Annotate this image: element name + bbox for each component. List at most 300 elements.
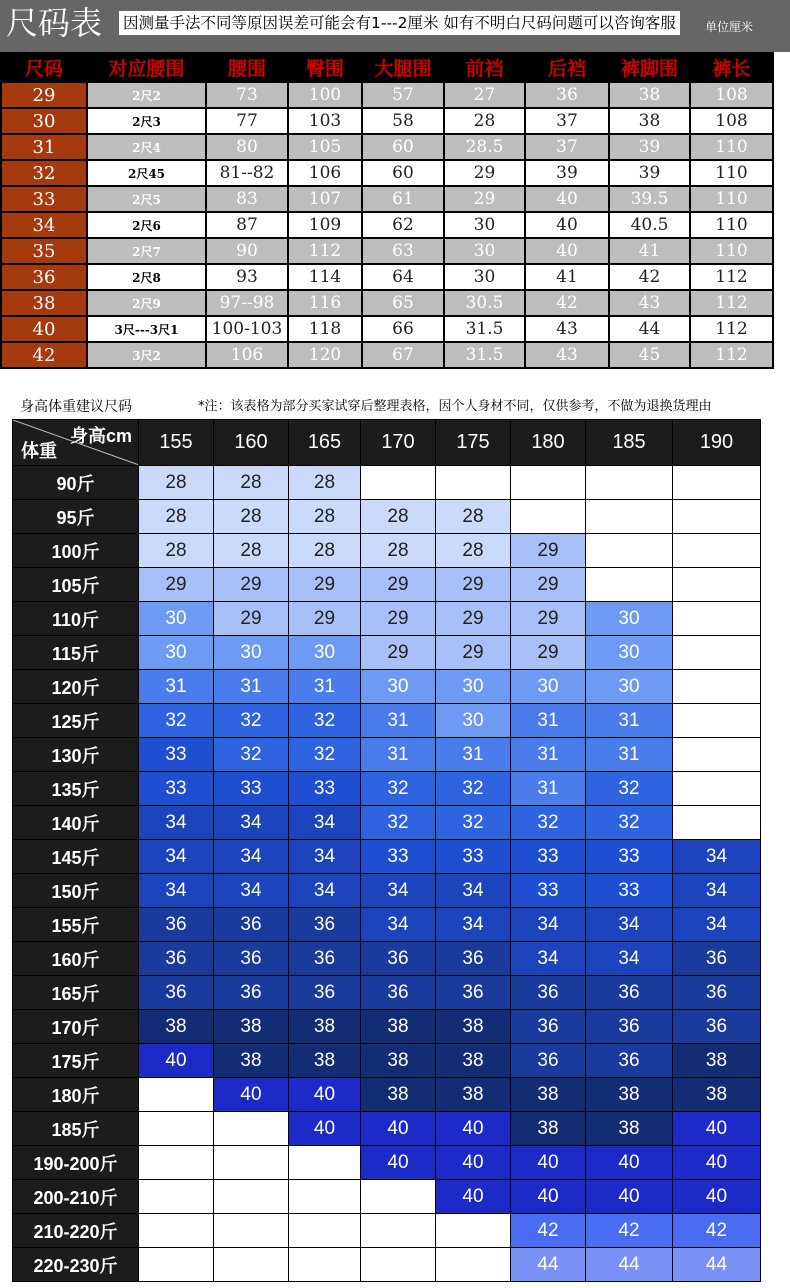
- recommended-size-cell: 33: [361, 840, 436, 874]
- recommended-size-cell: 40: [586, 1180, 673, 1214]
- recommended-size-cell: [139, 1146, 214, 1180]
- recommended-size-cell: 29: [436, 568, 511, 602]
- weight-row: [13, 976, 761, 1010]
- disclaimer-note: *注：该表格为部分买家试穿后整理表格，因个人身材不同，仅供参考，不做为退换货理由: [198, 399, 712, 414]
- recommended-size-cell: 36: [511, 1010, 586, 1044]
- measurement-cell: 57: [362, 82, 444, 108]
- measurement-cell: 36: [525, 82, 609, 108]
- recommended-size-cell: 36: [139, 942, 214, 976]
- recommended-size-cell: [436, 1214, 511, 1248]
- recommended-size-cell: 36: [289, 942, 361, 976]
- size-cell: 38: [1, 290, 87, 316]
- weight-header: 165斤: [13, 976, 139, 1010]
- measurement-cell: 42: [609, 264, 690, 290]
- weight-axis-label: 体重: [21, 441, 57, 461]
- recommended-size-cell: [673, 636, 761, 670]
- weight-row: [13, 772, 761, 806]
- recommended-size-cell: [289, 1180, 361, 1214]
- recommended-size-cell: 38: [673, 1044, 761, 1078]
- measurement-cell: 110: [690, 212, 773, 238]
- recommended-size-cell: 34: [289, 806, 361, 840]
- waist-chi-cell: 2尺3: [87, 108, 206, 134]
- recommended-size-cell: 34: [289, 840, 361, 874]
- recommended-size-cell: 30: [139, 602, 214, 636]
- weight-header: 140斤: [13, 806, 139, 840]
- recommended-size-cell: 38: [511, 1078, 586, 1112]
- recommended-size-cell: 34: [673, 840, 761, 874]
- measurement-cell: 28: [444, 108, 525, 134]
- column-header: 裤脚围: [609, 53, 690, 82]
- recommended-size-cell: [139, 1180, 214, 1214]
- recommended-size-cell: 38: [289, 1044, 361, 1078]
- recommended-size-cell: [673, 806, 761, 840]
- recommended-size-cell: 28: [214, 534, 289, 568]
- recommended-size-cell: 31: [511, 704, 586, 738]
- recommended-size-cell: 29: [214, 602, 289, 636]
- column-header: 前裆: [444, 53, 525, 82]
- recommended-size-cell: 28: [436, 534, 511, 568]
- weight-row: [13, 704, 761, 738]
- weight-row: [13, 806, 761, 840]
- recommended-size-cell: 36: [214, 908, 289, 942]
- recommended-size-cell: 33: [511, 840, 586, 874]
- measurement-cell: 41: [525, 264, 609, 290]
- measurement-cell: 66: [362, 316, 444, 342]
- weight-row: [13, 738, 761, 772]
- recommended-size-cell: 32: [289, 704, 361, 738]
- measurement-cell: 40: [525, 186, 609, 212]
- weight-row: [13, 1044, 761, 1078]
- recommended-size-cell: 34: [289, 874, 361, 908]
- recommended-size-cell: [289, 1248, 361, 1282]
- recommended-size-cell: [673, 500, 761, 534]
- recommended-size-cell: 29: [361, 636, 436, 670]
- size-table-header-row: [1, 53, 773, 82]
- measurement-cell: 31.5: [444, 316, 525, 342]
- size-cell: 31: [1, 134, 87, 160]
- recommended-size-cell: [361, 1180, 436, 1214]
- recommended-size-cell: 29: [361, 602, 436, 636]
- recommended-size-cell: 31: [586, 704, 673, 738]
- recommended-size-cell: 31: [436, 738, 511, 772]
- measurement-cell: 107: [288, 186, 362, 212]
- recommended-size-cell: 28: [289, 466, 361, 500]
- measurement-cell: 43: [525, 316, 609, 342]
- recommended-size-cell: 34: [214, 806, 289, 840]
- weight-header: 110斤: [13, 602, 139, 636]
- measurement-cell: 105: [288, 134, 362, 160]
- recommended-size-cell: 38: [361, 1010, 436, 1044]
- unit-label: 单位厘米: [705, 20, 754, 34]
- waist-chi-cell: 2尺6: [87, 212, 206, 238]
- weight-header: 175斤: [13, 1044, 139, 1078]
- measurement-cell: 58: [362, 108, 444, 134]
- recommended-size-cell: [511, 466, 586, 500]
- size-row: [1, 342, 773, 368]
- recommended-size-cell: [673, 772, 761, 806]
- recommended-size-cell: [214, 1248, 289, 1282]
- corner-cell: [13, 420, 139, 466]
- recommended-size-cell: 29: [436, 602, 511, 636]
- measurement-cell: 30: [444, 212, 525, 238]
- measurement-cell: 39.5: [609, 186, 690, 212]
- recommended-size-cell: 34: [139, 806, 214, 840]
- recommended-size-cell: [361, 466, 436, 500]
- measurement-cell: 93: [206, 264, 288, 290]
- measurement-cell: 40: [525, 238, 609, 264]
- measurement-cell: 77: [206, 108, 288, 134]
- measurement-cell: 41: [609, 238, 690, 264]
- recommended-size-cell: 36: [361, 942, 436, 976]
- recommended-size-cell: 34: [214, 874, 289, 908]
- recommended-size-cell: [214, 1214, 289, 1248]
- waist-chi-cell: 2尺7: [87, 238, 206, 264]
- recommended-size-cell: 36: [586, 976, 673, 1010]
- recommended-size-cell: 33: [511, 874, 586, 908]
- measurement-cell: 63: [362, 238, 444, 264]
- recommended-size-cell: 33: [586, 874, 673, 908]
- recommended-size-cell: 28: [436, 500, 511, 534]
- recommended-size-cell: 36: [586, 1010, 673, 1044]
- recommended-size-cell: 34: [673, 874, 761, 908]
- recommended-size-cell: 31: [361, 704, 436, 738]
- measurement-cell: 110: [690, 186, 773, 212]
- weight-header: 125斤: [13, 704, 139, 738]
- weight-header: 210-220斤: [13, 1214, 139, 1248]
- weight-header: 130斤: [13, 738, 139, 772]
- weight-row: [13, 500, 761, 534]
- weight-header: 100斤: [13, 534, 139, 568]
- recommended-size-cell: 29: [511, 602, 586, 636]
- recommended-size-cell: 28: [361, 500, 436, 534]
- recommended-size-cell: 31: [214, 670, 289, 704]
- weight-row: [13, 1010, 761, 1044]
- recommended-size-cell: 40: [586, 1146, 673, 1180]
- recommended-size-cell: 38: [214, 1044, 289, 1078]
- measurement-cell: 37: [525, 108, 609, 134]
- recommended-size-cell: 32: [586, 806, 673, 840]
- recommended-size-cell: 42: [511, 1214, 586, 1248]
- weight-header: 90斤: [13, 466, 139, 500]
- recommended-size-cell: 28: [361, 534, 436, 568]
- waist-chi-cell: 2尺45: [87, 160, 206, 186]
- recommended-size-cell: [436, 466, 511, 500]
- waist-chi-cell: 2尺2: [87, 82, 206, 108]
- recommended-size-cell: 32: [436, 772, 511, 806]
- recommended-size-cell: 36: [511, 976, 586, 1010]
- weight-row: [13, 1146, 761, 1180]
- measurement-cell: 106: [206, 342, 288, 368]
- recommended-size-cell: 31: [139, 670, 214, 704]
- recommended-size-cell: 38: [586, 1112, 673, 1146]
- size-row: [1, 264, 773, 290]
- size-cell: 30: [1, 108, 87, 134]
- recommended-size-cell: 38: [436, 1044, 511, 1078]
- recommended-size-cell: 38: [139, 1010, 214, 1044]
- recommended-size-cell: 36: [361, 976, 436, 1010]
- measurement-cell: 30: [444, 238, 525, 264]
- size-row: [1, 290, 773, 316]
- measurement-cell: 120: [288, 342, 362, 368]
- recommended-size-cell: [673, 704, 761, 738]
- recommended-size-cell: 40: [436, 1146, 511, 1180]
- measurement-cell: 62: [362, 212, 444, 238]
- measurement-cell: 80: [206, 134, 288, 160]
- recommended-size-cell: 28: [139, 500, 214, 534]
- recommended-size-cell: 34: [214, 840, 289, 874]
- measurement-cell: 112: [288, 238, 362, 264]
- measurement-cell: 30: [444, 264, 525, 290]
- recommended-size-cell: 29: [214, 568, 289, 602]
- recommended-size-cell: 30: [586, 670, 673, 704]
- recommended-size-cell: 36: [436, 976, 511, 1010]
- recommended-size-cell: 38: [361, 1044, 436, 1078]
- measurement-cell: 109: [288, 212, 362, 238]
- recommended-size-cell: 29: [361, 568, 436, 602]
- measurement-cell: 118: [288, 316, 362, 342]
- recommended-size-cell: [586, 466, 673, 500]
- recommended-size-cell: 34: [586, 908, 673, 942]
- recommended-size-cell: 34: [436, 908, 511, 942]
- recommended-size-cell: 32: [436, 806, 511, 840]
- recommended-size-cell: [673, 602, 761, 636]
- measurement-cell: 42: [525, 290, 609, 316]
- measurement-cell: 43: [525, 342, 609, 368]
- measurement-cell: 112: [690, 264, 773, 290]
- measurement-cell: 106: [288, 160, 362, 186]
- recommended-size-cell: [673, 466, 761, 500]
- measurement-cell: 100-103: [206, 316, 288, 342]
- recommended-size-cell: 30: [361, 670, 436, 704]
- waist-chi-cell: 2尺9: [87, 290, 206, 316]
- recommended-size-cell: 32: [361, 772, 436, 806]
- height-header: 155: [139, 420, 214, 466]
- recommended-size-cell: [673, 568, 761, 602]
- recommended-size-cell: 40: [361, 1146, 436, 1180]
- recommended-size-cell: 36: [289, 976, 361, 1010]
- size-row: [1, 82, 773, 108]
- size-cell: 35: [1, 238, 87, 264]
- recommended-size-cell: 29: [511, 568, 586, 602]
- weight-row: [13, 636, 761, 670]
- recommended-size-cell: 32: [214, 738, 289, 772]
- recommended-size-cell: [214, 1146, 289, 1180]
- measurement-cell: 40.5: [609, 212, 690, 238]
- size-row: [1, 134, 773, 160]
- recommended-size-cell: 32: [139, 704, 214, 738]
- recommended-size-cell: 29: [511, 534, 586, 568]
- recommended-size-cell: [139, 1078, 214, 1112]
- waist-chi-cell: 2尺4: [87, 134, 206, 160]
- recommended-size-cell: 36: [436, 942, 511, 976]
- recommended-size-cell: 30: [436, 704, 511, 738]
- measurement-cell: 29: [444, 160, 525, 186]
- recommended-size-cell: 38: [214, 1010, 289, 1044]
- measurement-cell: 83: [206, 186, 288, 212]
- measurement-cell: 65: [362, 290, 444, 316]
- weight-header: 145斤: [13, 840, 139, 874]
- recommended-size-cell: [586, 568, 673, 602]
- measurement-cell: 64: [362, 264, 444, 290]
- waist-chi-cell: 2尺8: [87, 264, 206, 290]
- weight-row: [13, 568, 761, 602]
- recommended-size-cell: 40: [673, 1180, 761, 1214]
- weight-header: 170斤: [13, 1010, 139, 1044]
- measurement-cell: 31.5: [444, 342, 525, 368]
- recommended-size-cell: 40: [511, 1180, 586, 1214]
- recommended-size-cell: 40: [139, 1044, 214, 1078]
- recommended-size-cell: 28: [214, 466, 289, 500]
- weight-row: [13, 1180, 761, 1214]
- recommended-size-cell: [214, 1112, 289, 1146]
- recommended-size-cell: 33: [139, 772, 214, 806]
- recommended-size-cell: 36: [586, 1044, 673, 1078]
- recommended-size-cell: 36: [214, 976, 289, 1010]
- recommended-size-cell: 30: [214, 636, 289, 670]
- size-row: [1, 186, 773, 212]
- recommended-size-cell: 44: [511, 1248, 586, 1282]
- recommended-size-cell: 34: [139, 874, 214, 908]
- recommended-size-cell: 33: [214, 772, 289, 806]
- measurement-cell: 112: [690, 342, 773, 368]
- recommended-size-cell: 29: [436, 636, 511, 670]
- weight-row: [13, 942, 761, 976]
- measurement-cell: 27: [444, 82, 525, 108]
- measurement-cell: 116: [288, 290, 362, 316]
- measurement-cell: 29: [444, 186, 525, 212]
- recommended-size-cell: 38: [586, 1078, 673, 1112]
- recommended-size-cell: [361, 1248, 436, 1282]
- recommended-size-cell: 33: [289, 772, 361, 806]
- recommended-size-cell: [673, 670, 761, 704]
- recommend-caption: 身高体重建议尺码: [20, 399, 132, 415]
- measurement-cell: 114: [288, 264, 362, 290]
- recommended-size-cell: 40: [214, 1078, 289, 1112]
- weight-header: 200-210斤: [13, 1180, 139, 1214]
- measurement-cell: 97--98: [206, 290, 288, 316]
- recommended-size-cell: 29: [289, 568, 361, 602]
- measurement-cell: 73: [206, 82, 288, 108]
- waist-chi-cell: 3尺---3尺1: [87, 316, 206, 342]
- waist-chi-cell: 2尺5: [87, 186, 206, 212]
- weight-header: 160斤: [13, 942, 139, 976]
- weight-header: 115斤: [13, 636, 139, 670]
- weight-row: [13, 840, 761, 874]
- recommended-size-cell: 42: [673, 1214, 761, 1248]
- height-header: 160: [214, 420, 289, 466]
- measurement-cell: 39: [525, 160, 609, 186]
- size-cell: 34: [1, 212, 87, 238]
- column-header: 尺码: [1, 53, 87, 82]
- recommended-size-cell: 34: [586, 942, 673, 976]
- measurement-cell: 112: [690, 290, 773, 316]
- recommended-size-cell: [673, 738, 761, 772]
- measurement-cell: 44: [609, 316, 690, 342]
- column-header: 腰围: [206, 53, 288, 82]
- recommended-size-cell: 33: [139, 738, 214, 772]
- measurement-cell: 38: [609, 108, 690, 134]
- column-header: 大腿围: [362, 53, 444, 82]
- recommended-size-cell: 34: [511, 908, 586, 942]
- recommended-size-cell: 36: [214, 942, 289, 976]
- recommended-size-cell: [214, 1180, 289, 1214]
- measurement-cell: 60: [362, 160, 444, 186]
- recommended-size-cell: [289, 1214, 361, 1248]
- recommended-size-cell: 44: [673, 1248, 761, 1282]
- header-band: [0, 0, 790, 52]
- size-table: [0, 52, 774, 369]
- weight-header: 95斤: [13, 500, 139, 534]
- measurement-cell: 37: [525, 134, 609, 160]
- size-cell: 40: [1, 316, 87, 342]
- recommended-size-cell: 36: [139, 908, 214, 942]
- recommended-size-cell: 36: [673, 1010, 761, 1044]
- recommended-size-cell: 30: [586, 636, 673, 670]
- measurement-cell: 110: [690, 134, 773, 160]
- recommended-size-cell: [139, 1214, 214, 1248]
- recommended-size-cell: 36: [673, 976, 761, 1010]
- recommended-size-cell: 44: [586, 1248, 673, 1282]
- recommended-size-cell: 34: [361, 908, 436, 942]
- recommended-size-cell: 29: [139, 568, 214, 602]
- size-cell: 42: [1, 342, 87, 368]
- waist-chi-cell: 3尺2: [87, 342, 206, 368]
- recommended-size-cell: 28: [214, 500, 289, 534]
- recommended-size-cell: 30: [139, 636, 214, 670]
- weight-row: [13, 1112, 761, 1146]
- measurement-cell: 45: [609, 342, 690, 368]
- measurement-cell: 108: [690, 82, 773, 108]
- measurement-cell: 43: [609, 290, 690, 316]
- recommended-size-cell: 40: [436, 1112, 511, 1146]
- recommended-size-cell: 34: [436, 874, 511, 908]
- recommended-size-cell: 31: [361, 738, 436, 772]
- recommended-size-cell: 31: [289, 670, 361, 704]
- recommended-size-cell: 34: [673, 908, 761, 942]
- recommended-size-cell: 29: [511, 636, 586, 670]
- recommended-size-cell: 34: [361, 874, 436, 908]
- size-cell: 36: [1, 264, 87, 290]
- column-header: 裤长: [690, 53, 773, 82]
- height-axis-label: 身高cm: [69, 426, 132, 446]
- recommended-size-cell: 28: [289, 500, 361, 534]
- measurement-cell: 110: [690, 238, 773, 264]
- recommended-size-cell: 40: [673, 1146, 761, 1180]
- recommended-size-cell: 38: [361, 1078, 436, 1112]
- recommended-size-cell: [139, 1248, 214, 1282]
- size-row: [1, 160, 773, 186]
- recommended-size-cell: 38: [289, 1010, 361, 1044]
- weight-row: [13, 1078, 761, 1112]
- weight-row: [13, 908, 761, 942]
- recommended-size-cell: 32: [511, 806, 586, 840]
- recommended-size-cell: 42: [586, 1214, 673, 1248]
- size-row: [1, 108, 773, 134]
- measurement-cell: 67: [362, 342, 444, 368]
- page-title: 尺码表: [6, 4, 103, 42]
- recommended-size-cell: 34: [139, 840, 214, 874]
- recommended-size-cell: 36: [139, 976, 214, 1010]
- measurement-cell: 60: [362, 134, 444, 160]
- measurement-cell: 30.5: [444, 290, 525, 316]
- recommended-size-cell: [586, 534, 673, 568]
- height-header: 165: [289, 420, 361, 466]
- weight-header: 150斤: [13, 874, 139, 908]
- recommended-size-cell: 30: [586, 602, 673, 636]
- recommended-size-cell: 32: [361, 806, 436, 840]
- recommended-size-cell: 40: [289, 1078, 361, 1112]
- recommended-size-cell: 30: [436, 670, 511, 704]
